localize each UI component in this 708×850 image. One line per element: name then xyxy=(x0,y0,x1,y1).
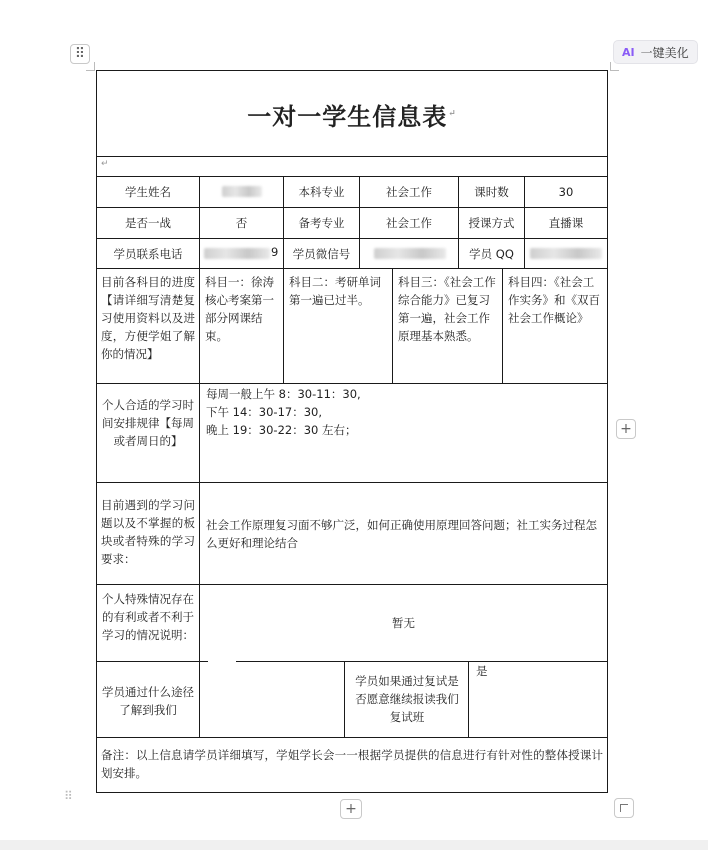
hours-label: 课时数 xyxy=(474,185,509,199)
special-situation-label: 个人特殊情况存在的有利或者不利于学习的情况说明： xyxy=(102,592,194,642)
first-attempt-label: 是否一战 xyxy=(125,216,171,230)
note-text: 备注：以上信息请学员详细填写，学姐学长会一一根据学员提供的信息进行有针对性的整体授课计划安排。 xyxy=(101,748,603,780)
schedule-line-3: 晚上 19：30-22：30 左右； xyxy=(206,423,357,437)
resize-table-button[interactable] xyxy=(614,798,634,818)
special-situation-value[interactable]: 暂无 xyxy=(392,616,415,630)
wechat-label: 学员微信号 xyxy=(292,246,351,261)
schedule-line-1: 每周一般上午 8：30-11：30, xyxy=(206,387,361,401)
beautify-label: 一键美化 xyxy=(640,45,689,60)
row-divider xyxy=(96,268,608,269)
subject4-progress[interactable]: 科目四：《社会工作实务》和《双百社会工作概论》 xyxy=(508,275,600,325)
student-name-label: 学生姓名 xyxy=(125,185,171,199)
margin-mark-top-right xyxy=(610,62,619,71)
phone-value-redacted[interactable] xyxy=(204,248,270,259)
major-value[interactable]: 社会工作 xyxy=(386,185,432,199)
schedule-label: 个人合适的学习时间安排规律【每周或者周日的】 xyxy=(102,398,194,448)
plus-icon: + xyxy=(345,801,357,817)
col-divider xyxy=(344,661,345,737)
hours-value[interactable]: 30 xyxy=(558,185,574,199)
col-divider xyxy=(502,268,503,383)
add-row-button[interactable] xyxy=(340,799,362,819)
phone-label: 学员联系电话 xyxy=(113,246,183,261)
schedule-value[interactable] xyxy=(202,385,602,439)
qq-label: 学员 QQ xyxy=(469,246,514,261)
renewal-question-label: 学员如果通过复试是否愿意继续报读我们复试班 xyxy=(355,674,459,724)
problems-value[interactable]: 社会工作原理复习面不够广泛，如何正确使用原理回答问题；社工实务过程怎么更好和理论结合 xyxy=(206,518,597,550)
phone-suffix: 9 xyxy=(271,245,279,259)
page-gap xyxy=(0,840,708,850)
teaching-mode-label: 授课方式 xyxy=(468,216,515,230)
wechat-value-redacted[interactable] xyxy=(374,248,446,259)
col-divider xyxy=(283,268,284,383)
teaching-mode-value[interactable]: 直播课 xyxy=(548,216,584,230)
target-major-label: 备考专业 xyxy=(298,216,345,230)
progress-label: 目前各科目的进度【请详细写清楚复习使用资料以及进度，方便学姐了解你的情况】 xyxy=(101,275,195,361)
row-divider xyxy=(96,383,608,384)
problems-label: 目前遇到的学习问题以及不掌握的板块或者特殊的学习要求： xyxy=(101,498,195,566)
grip-icon: ⠿ xyxy=(74,46,86,62)
subject3-progress[interactable]: 科目三：《社会工作综合能力》已复习第一遍，社会工作原理基本熟悉。 xyxy=(398,275,496,343)
plus-icon: + xyxy=(620,421,632,437)
renewal-answer[interactable]: 是 xyxy=(476,664,488,678)
schedule-line-2: 下午 14：30-17：30, xyxy=(206,405,322,419)
add-column-button[interactable] xyxy=(616,419,636,439)
row-divider xyxy=(96,737,608,738)
col-divider xyxy=(392,268,393,383)
subject2-progress[interactable]: 科目二：考研单词第一遍已过半。 xyxy=(289,275,381,307)
resize-corner-icon xyxy=(620,804,628,812)
table-drag-handle[interactable] xyxy=(70,44,90,64)
row-divider xyxy=(236,661,608,662)
col-divider xyxy=(468,661,469,737)
major-label: 本科专业 xyxy=(298,185,345,199)
target-major-value[interactable]: 社会工作 xyxy=(386,216,432,230)
margin-mark-top-left xyxy=(86,62,95,71)
row-drag-handle-icon[interactable]: ⠿ xyxy=(64,789,73,803)
row-divider xyxy=(96,661,208,662)
ai-icon: AI xyxy=(622,45,635,59)
paragraph-mark-icon: ↵ xyxy=(448,109,457,119)
document-title: 一对一学生信息表 ↵ xyxy=(247,101,457,131)
ai-beautify-button[interactable] xyxy=(613,40,698,64)
qq-value-redacted[interactable] xyxy=(530,248,602,259)
student-name-value-redacted[interactable] xyxy=(222,186,262,197)
col-divider xyxy=(199,268,200,737)
first-attempt-value[interactable]: 否 xyxy=(235,216,248,230)
subject1-progress[interactable]: 科目一：徐涛核心考案第一部分网课结束。 xyxy=(205,275,274,343)
row-divider xyxy=(96,482,608,483)
source-label: 学员通过什么途径了解到我们 xyxy=(102,685,194,717)
paragraph-mark-icon: ↵ xyxy=(101,159,109,169)
